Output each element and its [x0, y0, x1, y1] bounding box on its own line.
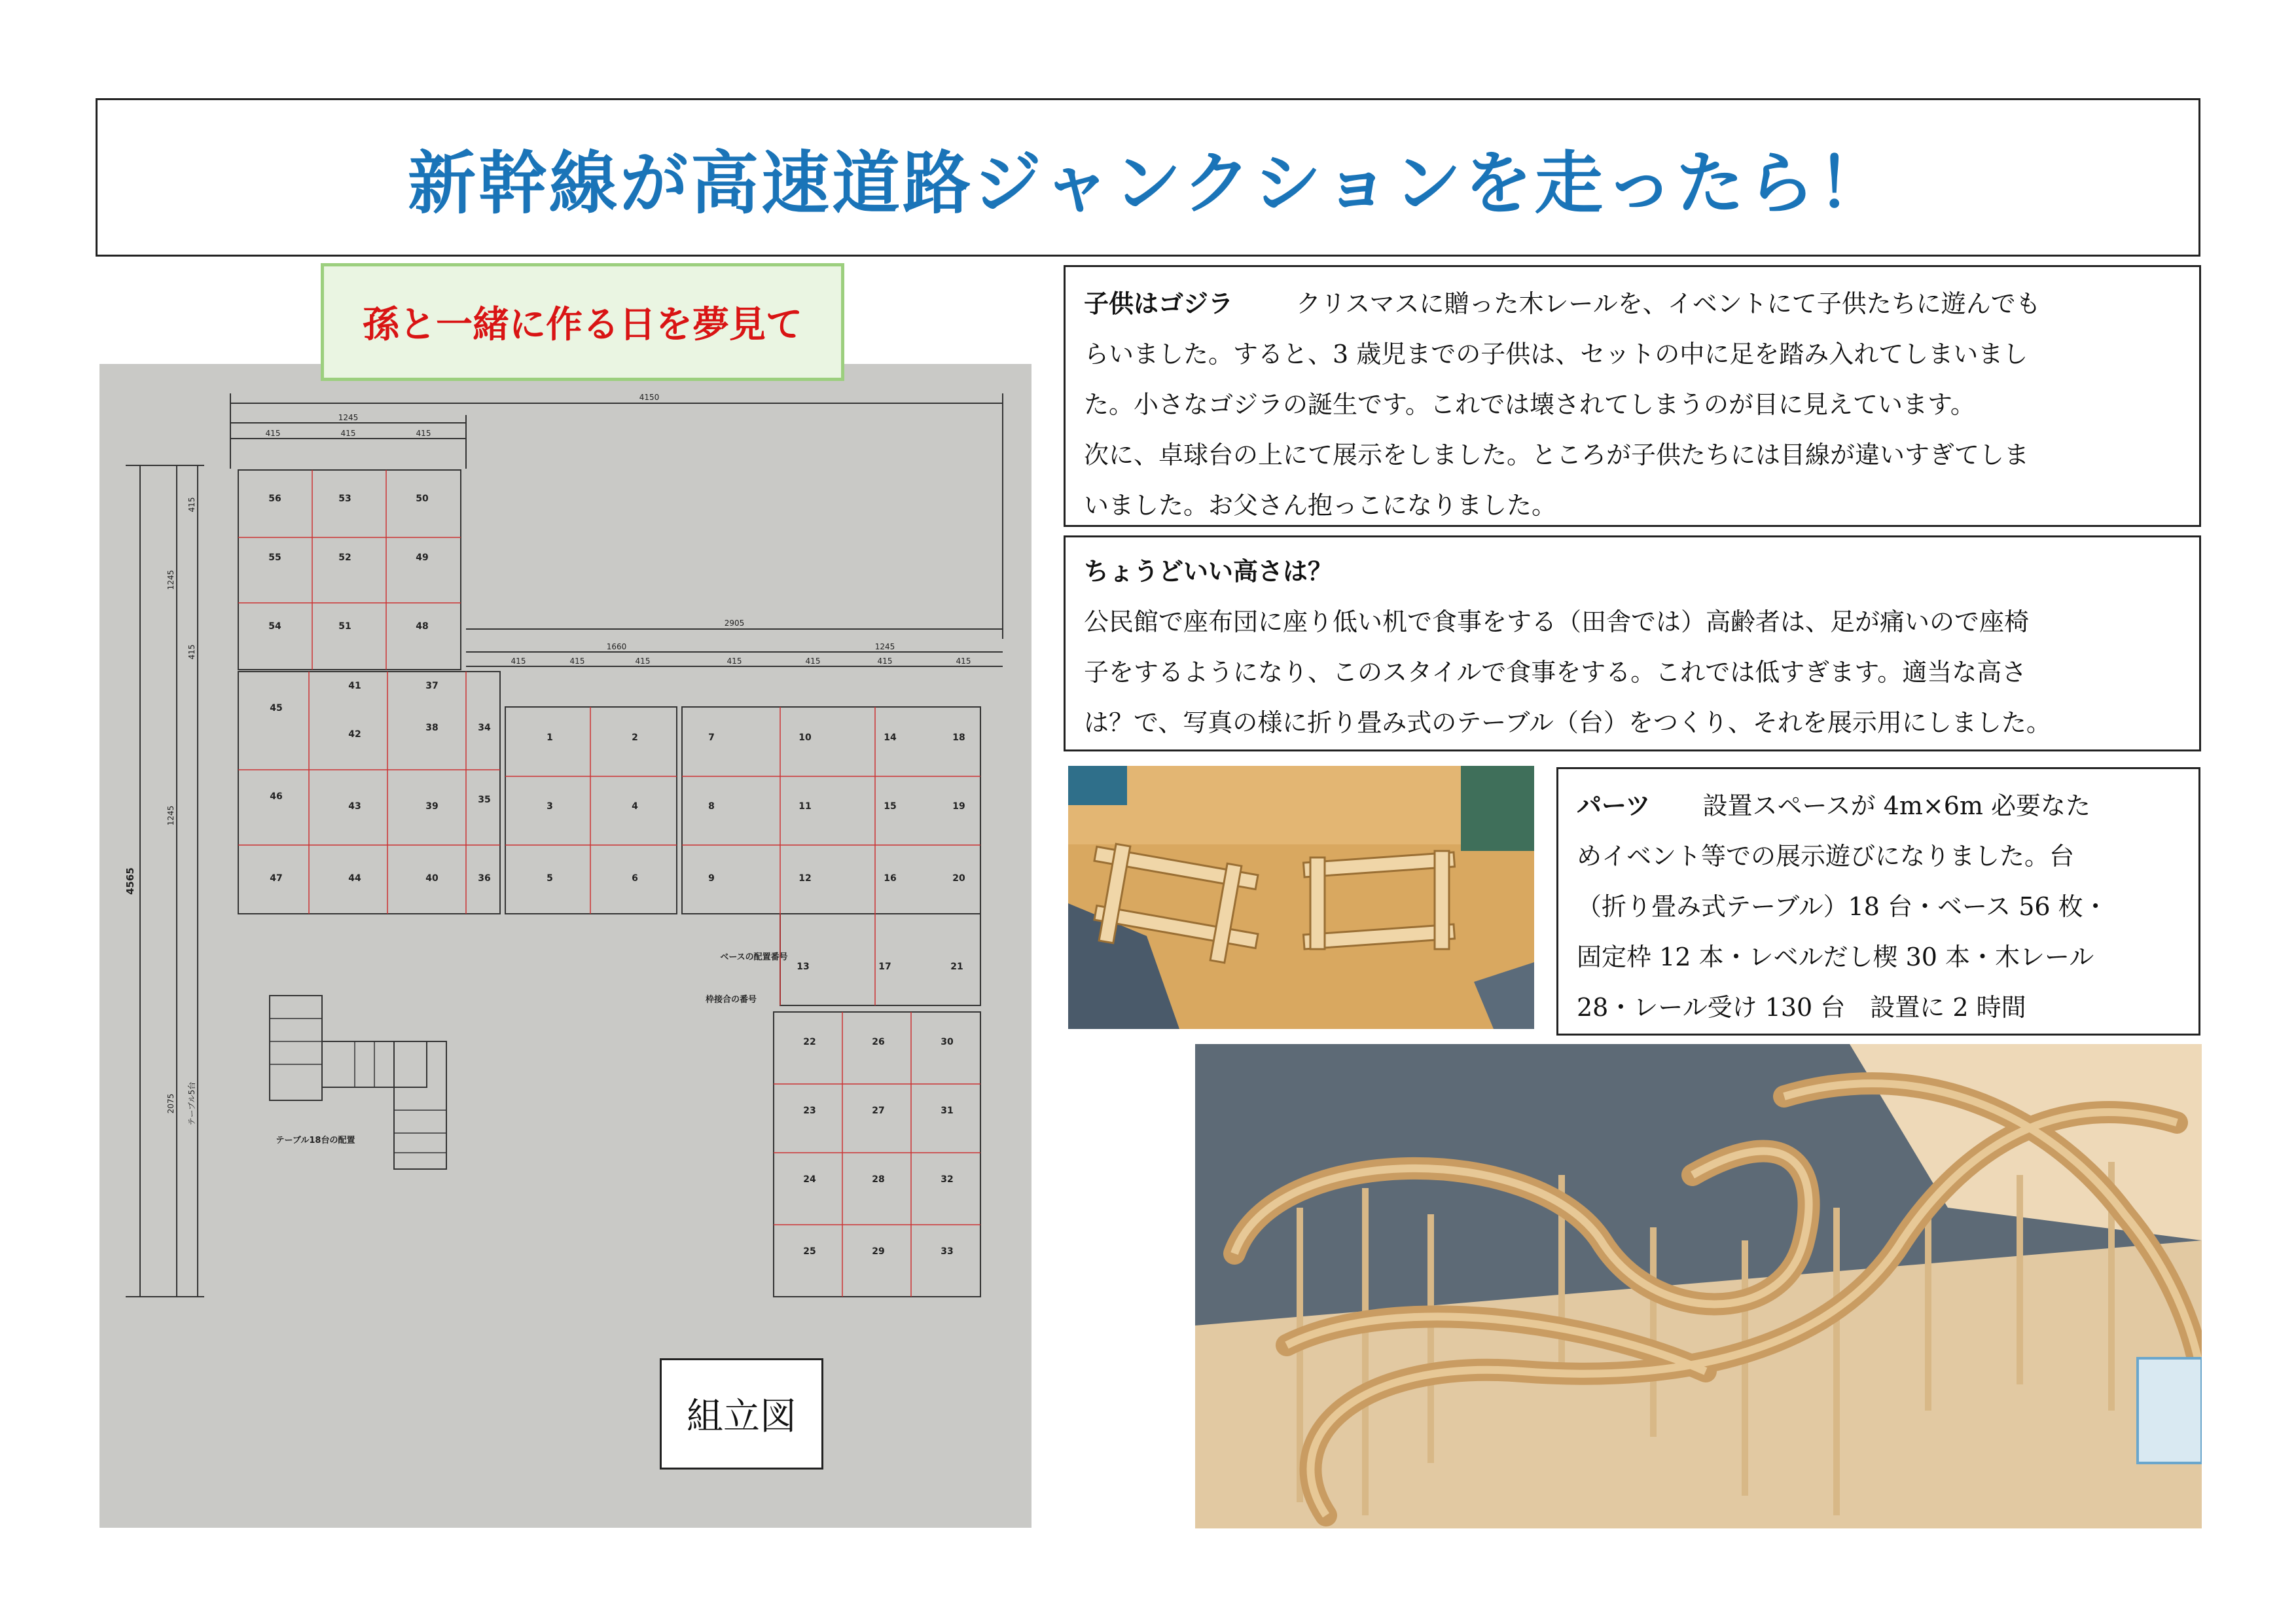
cell-52: 52 [338, 552, 351, 563]
dim-top-total: 4150 [639, 393, 660, 402]
cell-56: 56 [268, 494, 281, 504]
cell-18: 18 [952, 732, 965, 743]
cell-43: 43 [348, 801, 361, 812]
cell-8: 8 [708, 801, 715, 812]
cell-23: 23 [803, 1106, 816, 1116]
parts-line-3: （折り畳み式テーブル）18 台・ベース 56 枚・ [1577, 892, 2108, 921]
dim-mid-415-f: 415 [877, 657, 893, 666]
cell-25: 25 [803, 1246, 816, 1257]
cell-11: 11 [798, 801, 812, 812]
parts-heading: パーツ [1577, 791, 1651, 820]
cell-46: 46 [270, 791, 283, 802]
dim-415-b: 415 [340, 429, 356, 438]
dim-left-1245b: 1245 [166, 805, 175, 826]
cell-44: 44 [348, 873, 361, 884]
godzilla-line-5: いました。お父さん抱っこになりました。 [1084, 491, 1557, 520]
cell-33: 33 [941, 1246, 954, 1257]
cell-16: 16 [884, 873, 897, 884]
cell-22: 22 [803, 1037, 816, 1047]
cell-29: 29 [872, 1246, 885, 1257]
cell-2: 2 [632, 732, 638, 743]
cell-19: 19 [952, 801, 965, 812]
cell-24: 24 [803, 1174, 816, 1185]
dim-left-1245a: 1245 [166, 569, 175, 590]
cell-45: 45 [270, 703, 283, 713]
dim-mid-415-g: 415 [956, 657, 971, 666]
cell-14: 14 [884, 732, 897, 743]
cell-1: 1 [547, 732, 553, 743]
assembly-diagram-photo [99, 364, 1031, 1528]
title-box [96, 98, 2200, 257]
cell-9: 9 [708, 873, 715, 884]
subtitle-banner [321, 263, 844, 381]
parts-section [1556, 767, 2200, 1036]
legend-tables: テーブル18台の配置 [276, 1136, 355, 1146]
parts-line-1: 設置スペースが 4m×6m 必要なた [1702, 791, 2091, 820]
dim-mid-415-b: 415 [569, 657, 585, 666]
cell-37: 37 [425, 681, 439, 691]
height-line-3: は？で、写真の様に折り畳み式のテーブル（台）をつくり、それを展示用にしました。 [1084, 708, 2051, 737]
godzilla-line-3: た。小さなゴジラの誕生です。これでは壊されてしまうのが目に見えています。 [1084, 390, 1975, 419]
dim-mid-415-c: 415 [635, 657, 651, 666]
dim-415-a: 415 [265, 429, 281, 438]
dim-table-len: テーブル5台 [187, 1081, 196, 1126]
dim-415-c: 415 [416, 429, 431, 438]
godzilla-line-1: クリスマスに贈った木レールを、イベントにて子供たちに遊んでも [1296, 289, 2041, 318]
page-title: 新幹線が高速道路ジャンクションを走ったら！ [408, 143, 1888, 223]
parts-line-2: めイベント等での展示遊びになりました。台 [1577, 842, 2075, 871]
cell-35: 35 [478, 795, 491, 805]
dim-mid-415-e: 415 [805, 657, 821, 666]
assembly-diagram [99, 364, 1031, 1528]
cell-4: 4 [632, 801, 638, 812]
cell-30: 30 [941, 1037, 954, 1047]
cell-3: 3 [547, 801, 553, 812]
dim-left-total: 4565 [124, 867, 136, 895]
cell-31: 31 [941, 1106, 954, 1116]
dim-mid-sub1: 1660 [606, 642, 627, 651]
cell-32: 32 [941, 1174, 954, 1185]
cell-48: 48 [416, 621, 429, 632]
wooden-track-photo [1195, 1044, 2202, 1528]
cell-54: 54 [268, 621, 281, 632]
cell-21: 21 [950, 962, 963, 972]
dim-mid-415-d: 415 [726, 657, 742, 666]
dim-left-415a: 415 [187, 497, 196, 513]
godzilla-line-2: らいました。すると、3 歳児までの子供は、セットの中に足を踏み入れてしまいまし [1084, 340, 2028, 369]
height-line-2: 子をするようになり、このスタイルで食事をする。これでは低すぎます。適当な高さ [1084, 658, 2027, 687]
cell-53: 53 [338, 494, 351, 504]
folding-table-photo [1068, 766, 1534, 1029]
cell-38: 38 [425, 723, 439, 733]
legend-frame: 枠接合の番号 [705, 995, 757, 1005]
parts-line-5: 28・レール受け 130 台 設置に 2 時間 [1577, 993, 2026, 1022]
subtitle-text: 孫と一緒に作る日を夢見て [363, 303, 802, 346]
parts-line-4: 固定枠 12 本・レベルだし楔 30 本・木レール [1577, 943, 2094, 971]
legend-base: ベースの配置番号 [720, 952, 788, 962]
dim-top-sub: 1245 [338, 413, 359, 422]
cell-39: 39 [425, 801, 439, 812]
cell-36: 36 [478, 873, 491, 884]
cell-6: 6 [632, 873, 638, 884]
cell-42: 42 [348, 729, 361, 740]
cell-55: 55 [268, 552, 281, 563]
height-line-1: 公民館で座布団に座り低い机で食事をする（田舎では）高齢者は、足が痛いので座椅 [1084, 607, 2030, 636]
diagram-caption: 組立図 [660, 1358, 823, 1470]
cell-28: 28 [872, 1174, 885, 1185]
cell-13: 13 [797, 962, 810, 972]
cell-40: 40 [425, 873, 439, 884]
godzilla-section [1064, 265, 2201, 527]
cell-7: 7 [708, 732, 715, 743]
cell-27: 27 [872, 1106, 885, 1116]
cell-34: 34 [478, 723, 491, 733]
height-heading: ちょうどいい高さは？ [1084, 557, 1333, 586]
dim-mid-415-a: 415 [511, 657, 526, 666]
dim-mid-total: 2905 [724, 619, 745, 628]
cell-20: 20 [952, 873, 965, 884]
godzilla-line-4: 次に、卓球台の上にて展示をしました。ところが子供たちには目線が違いすぎてしま [1084, 441, 2030, 469]
cell-10: 10 [798, 732, 812, 743]
cell-50: 50 [416, 494, 429, 504]
dim-mid-sub2: 1245 [874, 642, 895, 651]
cell-15: 15 [884, 801, 897, 812]
godzilla-heading: 子供はゴジラ [1084, 289, 1234, 318]
cell-26: 26 [872, 1037, 885, 1047]
cell-47: 47 [270, 873, 283, 884]
cell-5: 5 [547, 873, 553, 884]
dim-left-2075: 2075 [166, 1093, 175, 1114]
cell-17: 17 [878, 962, 891, 972]
cell-41: 41 [348, 681, 361, 691]
dim-left-415b: 415 [187, 644, 196, 660]
cell-12: 12 [798, 873, 812, 884]
cell-51: 51 [338, 621, 351, 632]
height-section [1064, 535, 2201, 751]
cell-49: 49 [416, 552, 429, 563]
